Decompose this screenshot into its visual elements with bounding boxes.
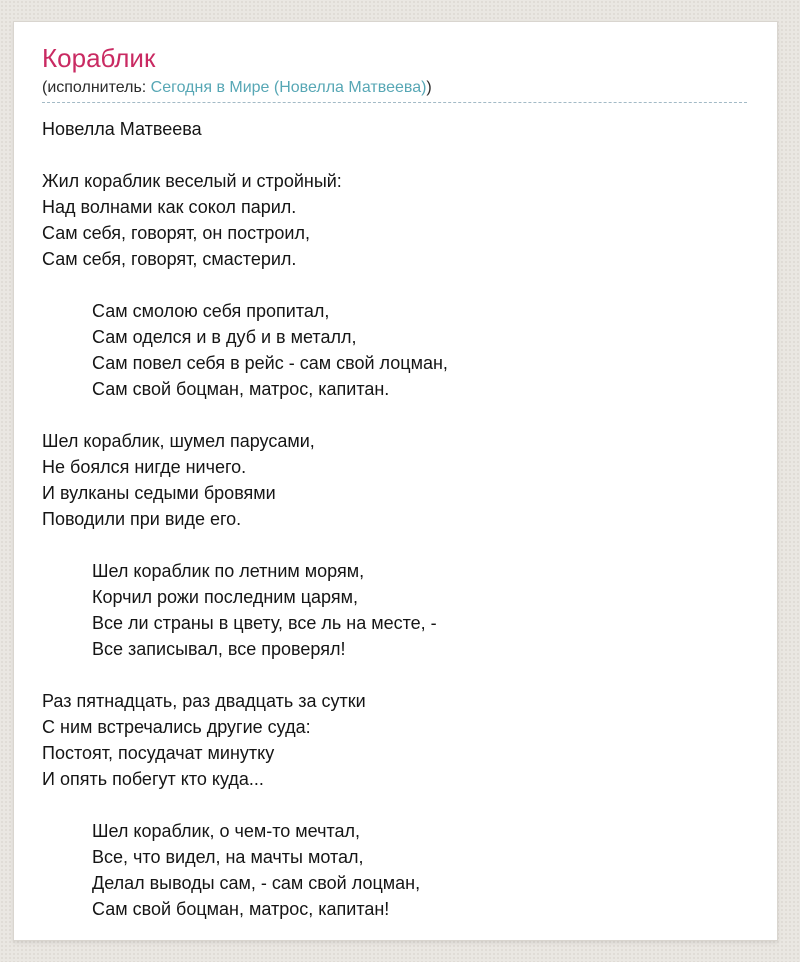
- lyric-line: Делал выводы сам, - сам свой лоцман,: [92, 873, 421, 894]
- stanzas-container: [42, 142, 747, 922]
- lyric-line: Все ли страны в цвету, все ль на месте, -: [92, 613, 437, 634]
- lyric-line: Жил кораблик веселый и стройный:: [42, 171, 342, 192]
- lyric-line: Над волнами как сокол парил.: [42, 197, 297, 218]
- lyric-line: И вулканы седыми бровями: [42, 483, 276, 504]
- stanza-spacer: [42, 532, 747, 558]
- lyric-line: Сам свой боцман, матрос, капитан!: [92, 899, 390, 920]
- lyric-line: Шел кораблик по летним морям,: [92, 561, 365, 582]
- lyric-line: Сам свой боцман, матрос, капитан.: [92, 379, 390, 400]
- lyric-line: Не боялся нигде ничего.: [42, 457, 247, 478]
- lyrics-card: [13, 21, 778, 941]
- artist-label: (исполнитель:: [42, 79, 151, 97]
- lyric-line: Сам оделся и в дуб и в металл,: [92, 327, 357, 348]
- artist-link[interactable]: Сегодня в Мире (Новелла Матвеева): [150, 79, 427, 97]
- lyric-line: Все, что видел, на мачты мотал,: [92, 847, 364, 868]
- lyric-line: Шел кораблик, о чем-то мечтал,: [92, 821, 361, 842]
- stanza-spacer: [42, 272, 747, 298]
- lyric-line: Сам себя, говорят, он построил,: [42, 223, 310, 244]
- lyric-line: Корчил рожи последним царям,: [92, 587, 358, 608]
- lyric-line: Шел кораблик, шумел парусами,: [42, 431, 315, 452]
- lyric-line: Сам смолою себя пропитал,: [92, 301, 330, 322]
- stanza-spacer: [42, 142, 747, 168]
- lyric-line: И опять побегут кто куда...: [42, 769, 264, 790]
- lyric-line: Постоят, посудачат минутку: [42, 743, 275, 764]
- lyrics-author: Новелла Матвеева: [42, 119, 202, 140]
- lyric-line: Раз пятнадцать, раз двадцать за сутки: [42, 691, 366, 712]
- stanza-spacer: [42, 402, 747, 428]
- lyric-line: Поводили при виде его.: [42, 509, 242, 530]
- artist-line: [42, 78, 747, 97]
- song-title: Кораблик: [42, 43, 156, 73]
- lyric-line: С ним встречались другие суда:: [42, 717, 311, 738]
- artist-suffix: ): [426, 79, 432, 97]
- stanza-spacer: [42, 792, 747, 818]
- lyric-line: Все записывал, все проверял!: [92, 639, 346, 660]
- lyrics-text: [42, 116, 747, 922]
- lyric-line: Сам себя, говорят, смастерил.: [42, 249, 297, 270]
- page-header: [42, 44, 747, 103]
- lyric-line: Сам повел себя в рейс - сам свой лоцман,: [92, 353, 448, 374]
- stanza-spacer: [42, 662, 747, 688]
